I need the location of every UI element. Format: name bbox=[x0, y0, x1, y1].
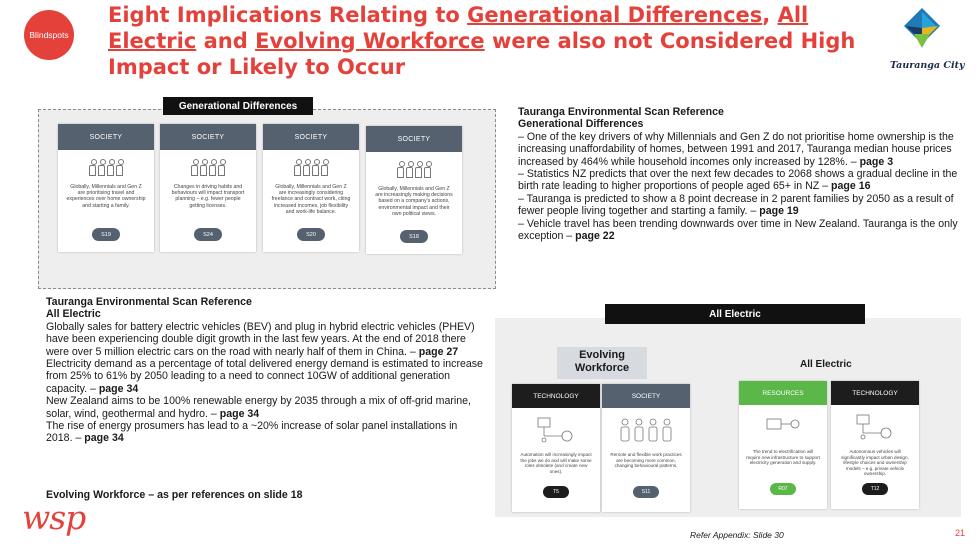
page-reference: page 27 bbox=[418, 345, 459, 358]
card-text: Globally, Millennials and Gen Z are increasingly making decisions based on a company's actions, environmental impact and their own political views. bbox=[375, 186, 453, 217]
card-code: R07 bbox=[770, 483, 796, 495]
reference-item bbox=[46, 358, 486, 395]
reference-item bbox=[518, 168, 963, 193]
reference-item bbox=[46, 420, 486, 445]
page-reference: page 19 bbox=[759, 205, 799, 218]
title-part: were also not Considered High Impact or Likely to Occur bbox=[108, 29, 856, 79]
card-heading: TECHNOLOGY bbox=[512, 384, 600, 408]
card-heading: SOCIETY bbox=[263, 124, 359, 150]
resources-card bbox=[739, 381, 827, 509]
card-icons bbox=[739, 405, 827, 449]
people-icon bbox=[263, 150, 359, 184]
card-code: T5 bbox=[543, 486, 569, 498]
society-card bbox=[602, 384, 690, 512]
generational-label: Generational Differences bbox=[163, 97, 313, 115]
people-icon bbox=[160, 150, 256, 184]
card-icons bbox=[602, 408, 690, 452]
all-electric-sublabel: All Electric bbox=[800, 359, 852, 370]
society-card bbox=[58, 124, 154, 252]
card-heading: RESOURCES bbox=[739, 381, 827, 405]
title-part: Evolving Workforce bbox=[255, 29, 485, 53]
card-heading: SOCIETY bbox=[58, 124, 154, 150]
people-icon bbox=[58, 150, 154, 184]
card-text: Globally, Millennials and Gen Z are increasingly considering freelance and contract work, citing increased incomes, job flexibility and work-life balance. bbox=[271, 184, 351, 215]
card-heading: TECHNOLOGY bbox=[831, 381, 919, 405]
ref-subheading: All Electric bbox=[46, 308, 101, 321]
page-reference: page 22 bbox=[575, 230, 615, 243]
card-text: Automation will increasingly impact the jobs we do and will make some roles obsolete (and create new ones). bbox=[520, 452, 592, 474]
title-part: Generational Differences bbox=[467, 3, 763, 27]
appendix-reference: Refer Appendix: Slide 30 bbox=[690, 530, 784, 540]
reference-item bbox=[46, 395, 486, 420]
reference-text: New Zealand aims to be 100% renewable energy by 2035 through a mix of off-grid marine, solar, wind, geothermal and hydro. – bbox=[46, 395, 471, 420]
ref-heading: Tauranga Environmental Scan Reference bbox=[518, 106, 724, 118]
all-electric-label: All Electric bbox=[605, 304, 865, 324]
card-heading: SOCIETY bbox=[366, 126, 462, 152]
card-code: T12 bbox=[862, 483, 888, 495]
card-text: Globally, Millennials and Gen Z are prioritising travel and experiences over home ownership and starting a family. bbox=[66, 184, 146, 209]
page-reference: page 34 bbox=[219, 407, 260, 420]
ref-subheading: Generational Differences bbox=[518, 118, 644, 131]
logo-wordmark: Tauranga City bbox=[890, 60, 965, 71]
generational-reference bbox=[518, 106, 963, 242]
card-heading: SOCIETY bbox=[160, 124, 256, 150]
ref-heading: Tauranga Environmental Scan Reference bbox=[46, 296, 252, 308]
reference-text: – Tauranga is predicted to show a 8 point decrease in 2 parent families by 2050 as a result of fewer people living together and starting a family. – bbox=[518, 192, 954, 218]
card-code: S20 bbox=[297, 228, 325, 241]
page-reference: page 34 bbox=[98, 382, 139, 395]
people-icon bbox=[616, 416, 676, 446]
card-icons bbox=[831, 405, 919, 449]
page-number: 21 bbox=[955, 528, 966, 538]
wsp-logo: wsp bbox=[22, 498, 86, 537]
card-text: Changes in driving habits and behaviours will impact transport planning – e.g. fewer people getting licenses. bbox=[171, 184, 245, 209]
page-reference: page 3 bbox=[859, 155, 894, 168]
title-part: All Electric bbox=[108, 3, 809, 53]
society-card bbox=[263, 124, 359, 252]
reference-item bbox=[518, 193, 963, 218]
card-code: S24 bbox=[194, 228, 222, 241]
card-code: S18 bbox=[400, 230, 428, 243]
reference-text: – Vehicle travel has been trending downwards over time in New Zealand. Tauranga is the only exception – bbox=[518, 217, 958, 243]
slide-title bbox=[108, 2, 868, 80]
card-icons bbox=[512, 408, 600, 452]
card-code: S19 bbox=[92, 228, 120, 241]
card-heading: SOCIETY bbox=[602, 384, 690, 408]
reference-text: Electricity demand as a percentage of total delivered energy demand is estimated to increase from 25% to 61% by 2050 leading to a need to connect 10GW of additional generation capacity. – bbox=[46, 358, 483, 395]
title-part: and bbox=[196, 29, 256, 53]
society-card bbox=[160, 124, 256, 252]
reference-text: – Statistics NZ predicts that over the next few decades to 2068 shows a gradual decline in the birth rate leading to higher proportions of people aged 65+ in NZ – bbox=[518, 168, 958, 193]
reference-item bbox=[46, 321, 486, 358]
reference-text: Globally sales for battery electric vehicles (BEV) and plug in hybrid electric vehicles (PHEV) have been experiencing double digit growth in the last few years. At the end of 2018 there were over 5 million electric cars on the road with nearly half of them in China. – bbox=[46, 320, 475, 358]
technology-card bbox=[831, 381, 919, 509]
people-icon bbox=[366, 152, 462, 186]
card-text: Autonomous vehicles will significantly impact urban design, lifestyle choices and ownership models – e.g. private vehicle ownership. bbox=[841, 449, 909, 477]
blindspots-badge: Blindspots bbox=[24, 10, 74, 60]
reference-text: – One of the key drivers of why Millennials and Gen Z do not prioritise home ownership is the increasing unaffordability of homes, between 1991 and 2017, Tauranga median house prices increased by 464% while household incomes only increased by 128%. – bbox=[518, 130, 954, 168]
evolving-workforce-reference: Evolving Workforce – as per references on slide 18 bbox=[46, 489, 303, 501]
network-icon bbox=[534, 414, 578, 446]
reference-item bbox=[518, 131, 963, 168]
title-part: Eight Implications Relating to bbox=[108, 3, 468, 27]
page-reference: page 16 bbox=[831, 180, 871, 193]
card-text: The trend to electrification will require new infrastructure to support electricity generation and supply. bbox=[746, 449, 820, 466]
card-code: S11 bbox=[633, 486, 659, 498]
reference-text: The rise of energy prosumers has lead to a ~20% increase of solar panel installations in 2018. – bbox=[46, 420, 458, 445]
network-icon bbox=[853, 411, 897, 443]
title-part: , bbox=[762, 3, 778, 27]
technology-card bbox=[512, 384, 600, 512]
reference-item bbox=[518, 218, 963, 243]
power-icon bbox=[763, 413, 803, 443]
page-reference: page 34 bbox=[84, 432, 124, 445]
society-card bbox=[366, 126, 462, 254]
evolving-workforce-label: Evolving Workforce bbox=[557, 347, 647, 379]
card-text: Remote and flexible work practices are becoming more common, changing behavioural patterns. bbox=[610, 452, 682, 469]
all-electric-reference bbox=[46, 296, 486, 445]
